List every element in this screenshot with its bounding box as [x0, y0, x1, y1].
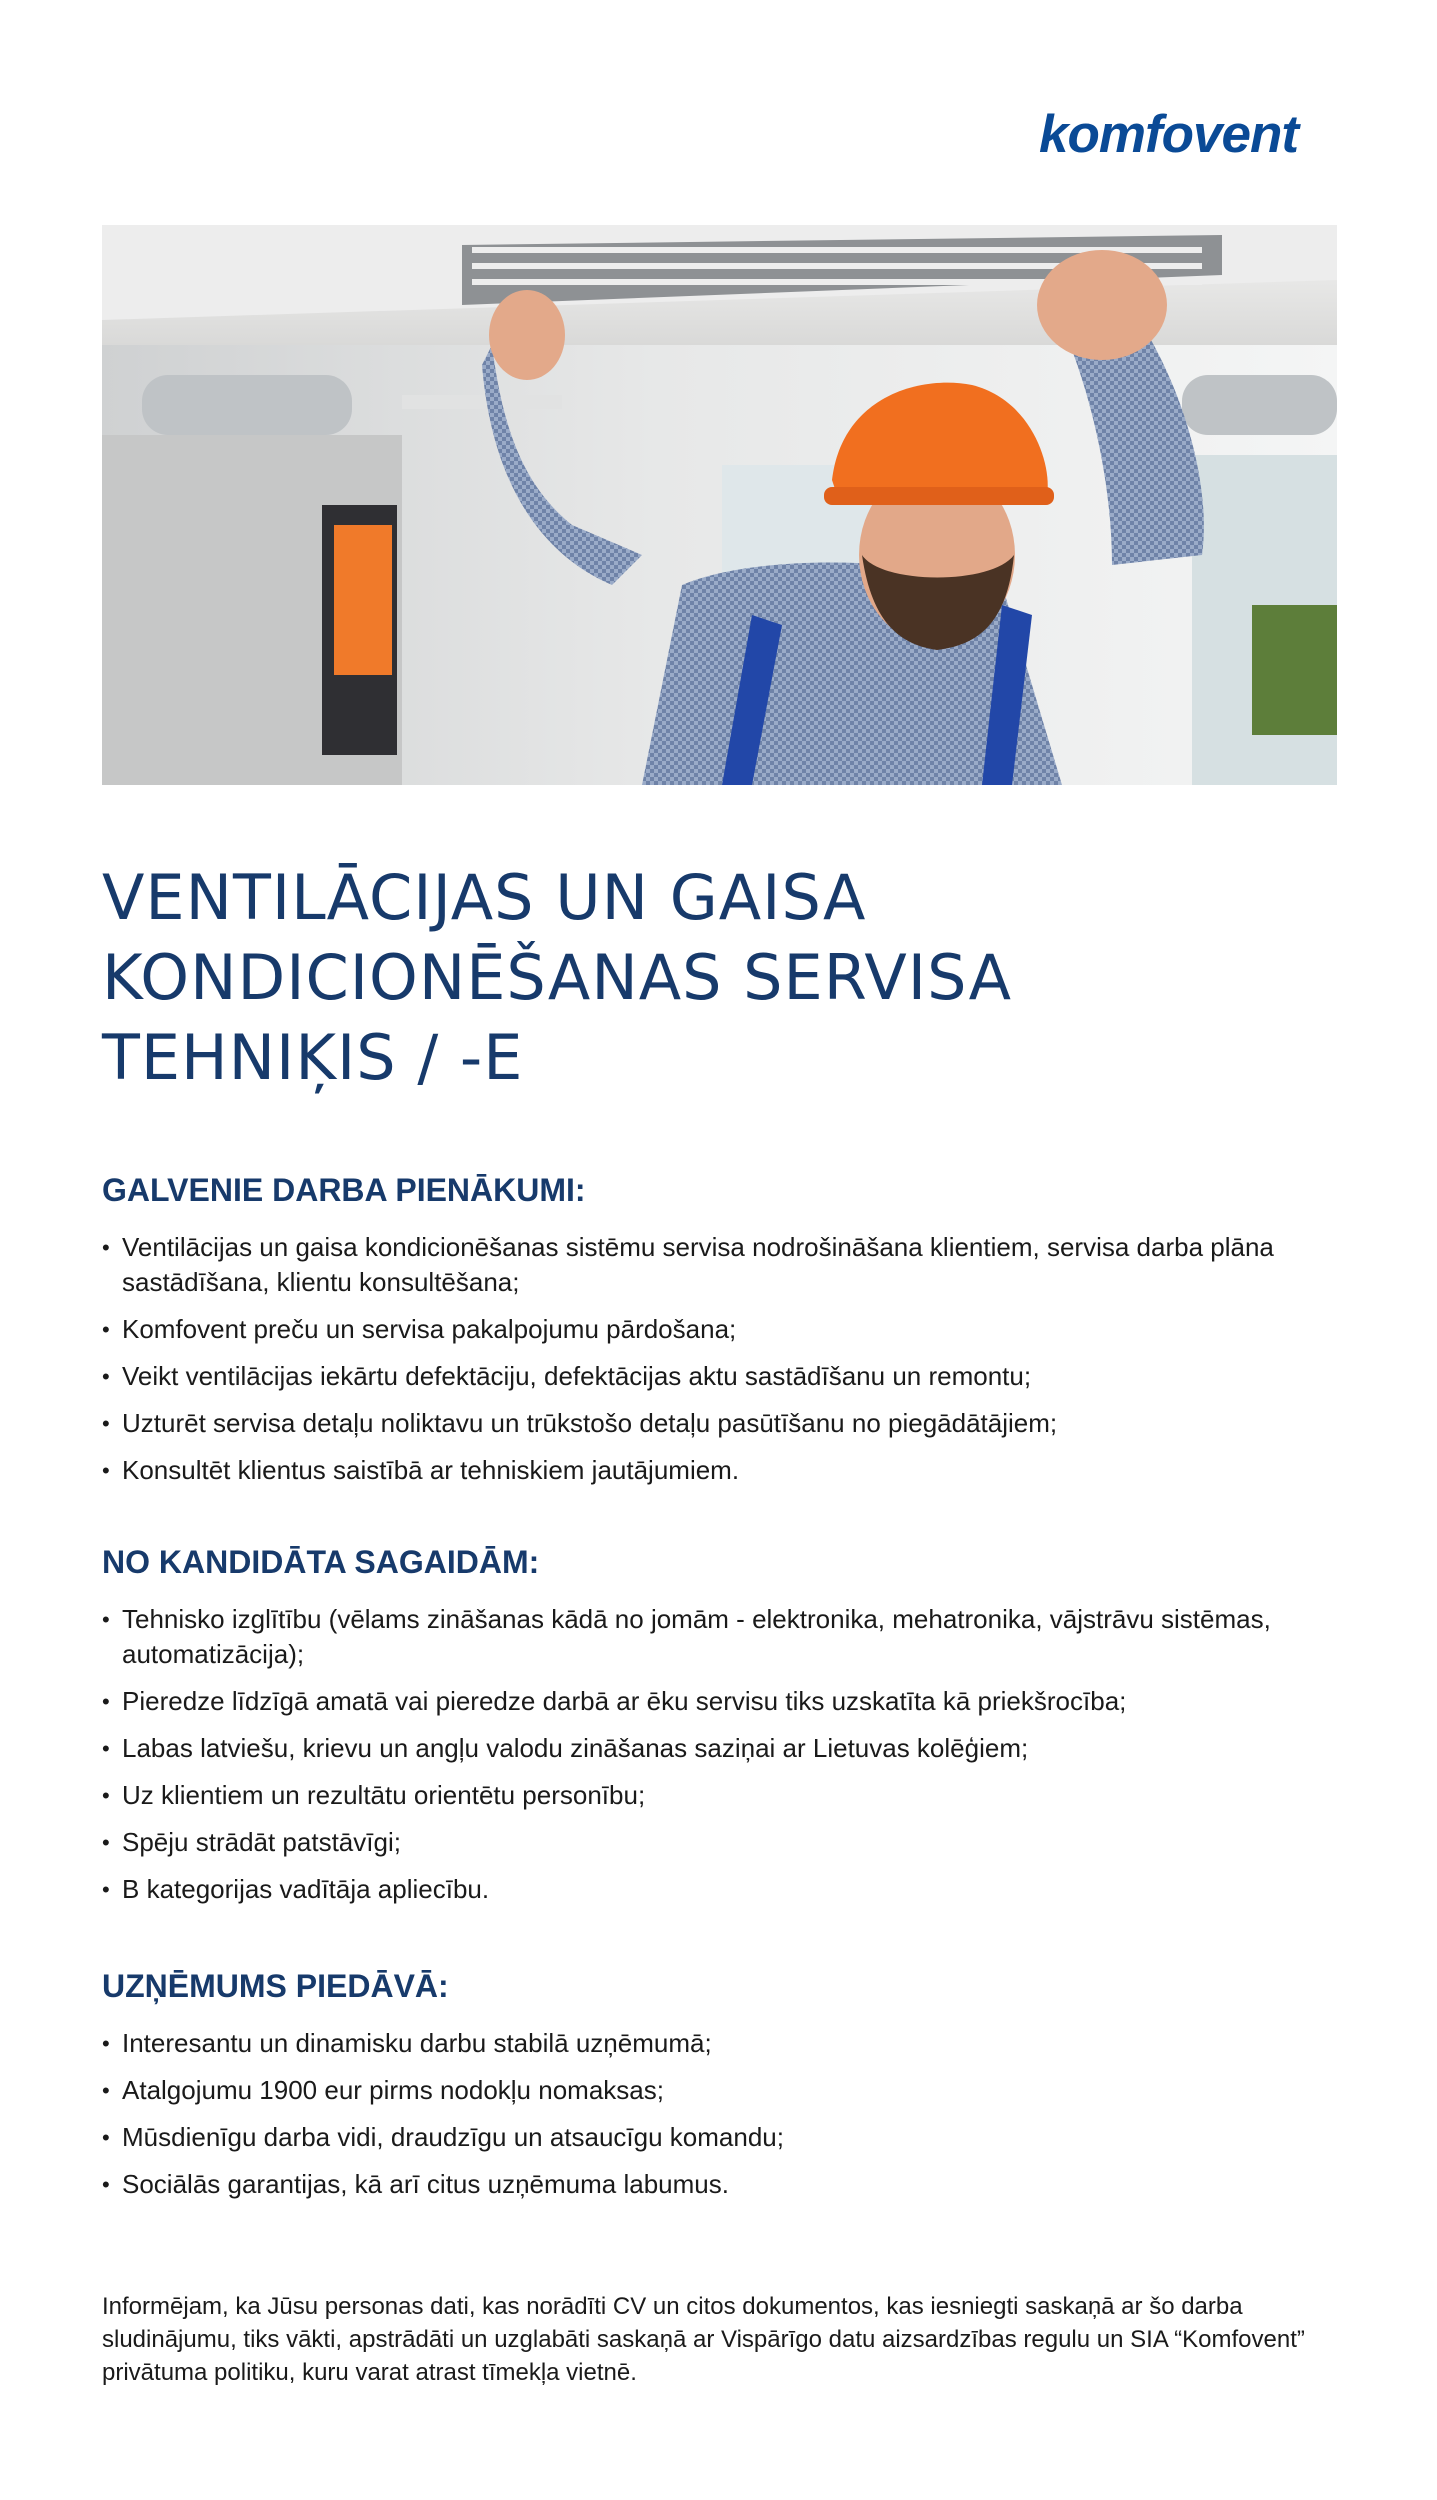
list-item: • Konsultēt klientus saistībā ar tehniskiem jautājumiem. — [102, 1453, 1337, 1488]
job-title-line-2: KONDICIONĒŠANAS SERVISA — [102, 941, 1013, 1014]
hero-photo — [102, 225, 1337, 785]
list-item: • Komfovent preču un servisa pakalpojumu pārdošana; — [102, 1312, 1337, 1347]
requirements-heading: NO KANDIDĀTA SAGAIDĀM: — [102, 1544, 540, 1580]
list-item: • Spēju strādāt patstāvīgi; — [102, 1825, 1337, 1860]
list-item: • Uz klientiem un rezultātu orientētu personību; — [102, 1778, 1337, 1813]
list-item: • Uzturēt servisa detaļu noliktavu un trūkstošo detaļu pasūtīšanu no piegādātājiem; — [102, 1406, 1337, 1441]
requirements-list — [102, 1602, 1337, 1907]
job-title-line-3: TEHNIĶIS / -E — [102, 1021, 524, 1094]
list-item: • Sociālās garantijas, kā arī citus uzņēmuma labumus. — [102, 2167, 1337, 2202]
company-logo: komfovent — [1039, 105, 1298, 164]
list-item: • Atalgojumu 1900 eur pirms nodokļu nomaksas; — [102, 2073, 1337, 2108]
list-item: • Pieredze līdzīgā amatā vai pieredze darbā ar ēku servisu tiks uzskatīta kā priekšrocība; — [102, 1684, 1337, 1719]
duties-heading: GALVENIE DARBA PIENĀKUMI: — [102, 1172, 586, 1208]
duties-list — [102, 1230, 1337, 1488]
offer-section — [102, 1966, 1337, 2214]
list-item: • Tehnisko izglītību (vēlams zināšanas kādā no jomām - elektronika, mehatronika, vājstrāvu sistēmas, automatizācija); — [102, 1602, 1337, 1672]
list-item: • Labas latviešu, krievu un angļu valodu zināšanas saziņai ar Lietuvas kolēģiem; — [102, 1731, 1337, 1766]
job-title-line-1: VENTILĀCIJAS UN GAISA — [102, 861, 867, 934]
offer-list — [102, 2026, 1337, 2202]
list-item: • Mūsdienīgu darba vidi, draudzīgu un atsaucīgu komandu; — [102, 2120, 1337, 2155]
list-item: • Veikt ventilācijas iekārtu defektāciju, defektācijas aktu sastādīšanu un remontu; — [102, 1359, 1337, 1394]
requirements-section — [102, 1542, 1337, 1919]
list-item: • Ventilācijas un gaisa kondicionēšanas sistēmu servisa nodrošināšana klientiem, servisa darba plāna sastādīšana, klientu konsultēšana; — [102, 1230, 1337, 1300]
privacy-notice: Informējam, ka Jūsu personas dati, kas norādīti CV un citos dokumentos, kas iesniegti saskaņā ar šo darba sludinājumu, tiks vākti, apstrādāti un uzglabāti saskaņā ar Vispārīgo datu aizsardzības regulu un SIA “Komfovent” privātuma politiku, kuru varat atrast tīmekļa vietnē. — [102, 2293, 1305, 2386]
offer-heading: UZŅĒMUMS PIEDĀVĀ: — [102, 1968, 449, 2004]
list-item: • B kategorijas vadītāja apliecību. — [102, 1872, 1337, 1907]
list-item: • Interesantu un dinamisku darbu stabilā uzņēmumā; — [102, 2026, 1337, 2061]
duties-section — [102, 1170, 1337, 1500]
job-title — [102, 858, 1282, 1098]
technician-photo-icon — [102, 225, 1337, 785]
